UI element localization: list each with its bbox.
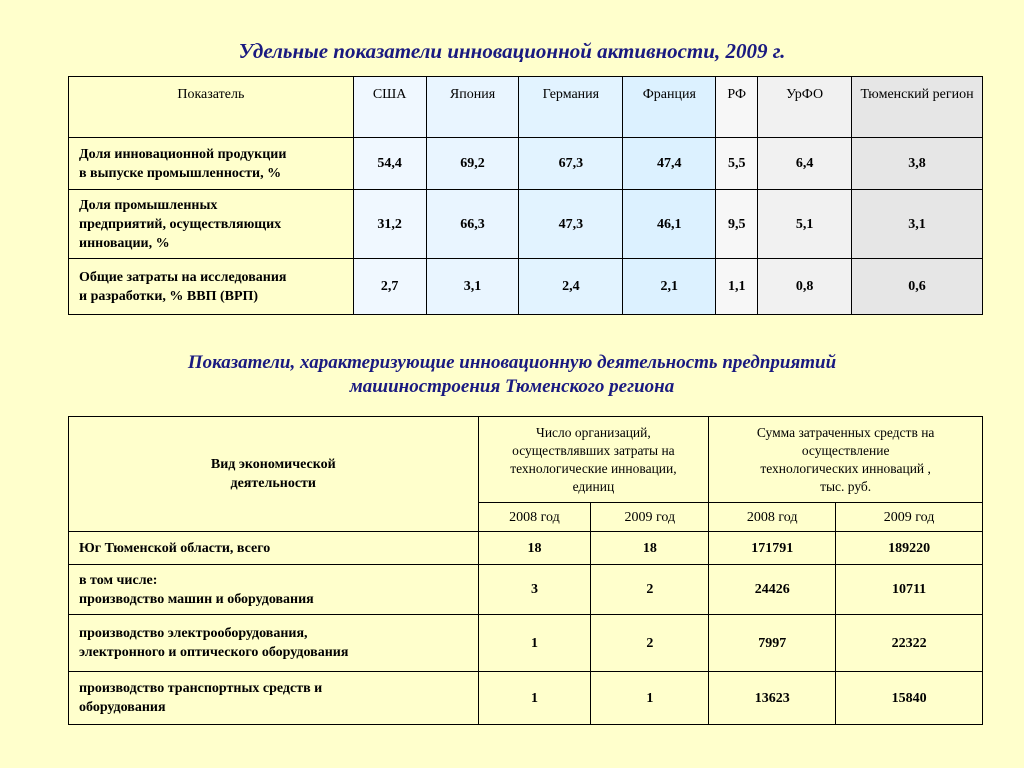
value-cell: 47,3 [519,190,623,259]
value-cell: 5,1 [758,190,852,259]
header-org-count-line: единиц [572,478,615,494]
machine-building-innovation-table [68,416,983,725]
value-cell: 67,3 [519,138,623,190]
table-row [69,259,983,315]
table2-title [0,351,1024,399]
value-cell: 6,4 [758,138,852,190]
year-header: 2009 год [836,503,983,532]
value-cell: 171791 [709,532,836,565]
value-cell: 1 [478,672,591,725]
header-spending-line: Сумма затраченных средств на [756,424,935,440]
header-tyumen: Тюменский регион [852,77,983,138]
row-label-line: и разработки, % ВВП (ВРП) [79,288,259,304]
value-cell: 15840 [836,672,983,725]
year-header: 2008 год [709,503,836,532]
row-label [69,190,354,259]
year-header: 2008 год [478,503,591,532]
header-org-count-line: Число организаций, [536,424,651,440]
value-cell: 66,3 [426,190,519,259]
value-cell: 54,4 [353,138,426,190]
row-label-line: оборудования [79,700,166,715]
value-cell: 0,8 [758,259,852,315]
row-label-line: производство машин и оборудования [79,591,314,607]
header-germany: Германия [519,77,623,138]
row-label [69,532,479,565]
row-label-line: Доля инновационной продукции [79,146,287,162]
value-cell: 24426 [709,565,836,615]
value-cell: 2,7 [353,259,426,315]
value-cell: 10711 [836,565,983,615]
value-cell: 2,4 [519,259,623,315]
table1-title: Удельные показатели инновационной активности, 2009 г. [238,39,786,63]
value-cell: 3,1 [852,190,983,259]
row-label [69,672,479,725]
table2-header-row [69,417,983,503]
header-activity [69,417,479,532]
value-cell: 3,1 [426,259,519,315]
innovation-indicators-table [68,76,983,315]
value-cell: 3,8 [852,138,983,190]
value-cell: 5,5 [716,138,758,190]
row-label-line: электронного и оптического оборудования [79,645,349,660]
value-cell: 69,2 [426,138,519,190]
value-cell: 189220 [836,532,983,565]
value-cell: 2 [591,615,709,672]
header-usa: США [353,77,426,138]
value-cell: 9,5 [716,190,758,259]
value-cell: 13623 [709,672,836,725]
row-label [69,138,354,190]
header-activity-line: Вид экономической [210,457,336,472]
value-cell: 3 [478,565,591,615]
row-label [69,615,479,672]
table-row [69,190,983,259]
table2-title-line: машиностроения Тюменского региона [349,376,675,397]
year-header: 2009 год [591,503,709,532]
row-label-line: производство электрооборудования, [79,626,308,641]
value-cell: 1 [478,615,591,672]
value-cell: 0,6 [852,259,983,315]
value-cell: 1 [591,672,709,725]
table-row [69,532,983,565]
value-cell: 31,2 [353,190,426,259]
table-row [69,138,983,190]
row-label-line: Общие затраты на исследования [79,269,287,285]
row-label-line: предприятий, осуществляющих [79,216,282,232]
header-urfo: УрФО [758,77,852,138]
header-org-count [478,417,709,503]
value-cell: 2 [591,565,709,615]
header-spending-line: тыс. руб. [820,478,872,494]
row-label-line: в выпуске промышленности, % [79,165,282,181]
value-cell: 18 [591,532,709,565]
header-spending-sum [709,417,983,503]
row-label-line: Доля промышленных [79,197,218,213]
value-cell: 22322 [836,615,983,672]
table1-header-row [69,77,983,138]
row-label-line: в том числе: [79,572,158,588]
row-label-line: инновации, % [79,235,170,251]
value-cell: 7997 [709,615,836,672]
row-label [69,565,479,615]
value-cell: 47,4 [623,138,716,190]
value-cell: 1,1 [716,259,758,315]
header-indicator: Показатель [69,77,354,138]
row-label [69,259,354,315]
header-org-count-line: осуществлявших затраты на [512,442,675,458]
table2-title-line: Показатели, характеризующие инновационную деятельность предприятий [187,352,837,373]
header-japan: Япония [426,77,519,138]
header-spending-line: технологических инноваций , [760,460,931,476]
header-rf: РФ [716,77,758,138]
table-row [69,565,983,615]
table-row [69,672,983,725]
header-france: Франция [623,77,716,138]
value-cell: 18 [478,532,591,565]
value-cell: 46,1 [623,190,716,259]
header-spending-line: осуществление [801,442,890,458]
value-cell: 2,1 [623,259,716,315]
table-row [69,615,983,672]
header-activity-line: деятельности [230,476,316,491]
header-org-count-line: технологические инновации, [510,460,677,476]
row-label-line: производство транспортных средств и [79,681,323,696]
row-label-line: Юг Тюменской области, всего [79,540,271,556]
